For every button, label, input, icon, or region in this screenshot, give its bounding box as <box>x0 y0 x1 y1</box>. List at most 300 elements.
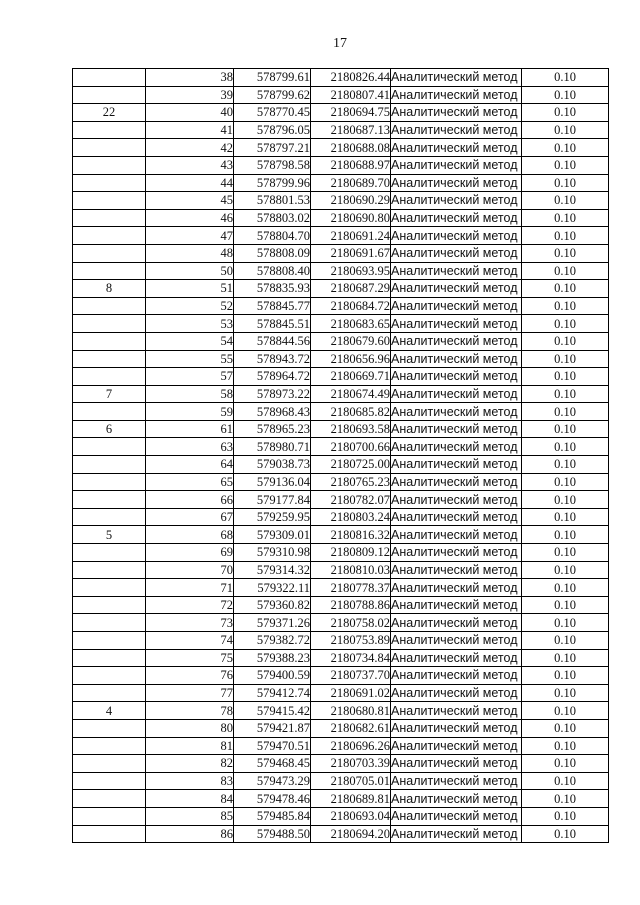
group-number-cell <box>73 807 146 825</box>
method-cell: Аналитический метод <box>391 632 522 650</box>
table-row <box>73 69 609 87</box>
accuracy-cell: 0.10 <box>522 772 609 790</box>
x-coordinate-cell: 579468.45 <box>234 755 311 773</box>
y-coordinate-cell: 2180685.82 <box>311 403 391 421</box>
table-row <box>73 209 609 227</box>
method-cell: Аналитический метод <box>391 825 522 843</box>
x-coordinate-cell: 578808.40 <box>234 262 311 280</box>
point-number-cell: 73 <box>146 614 234 632</box>
point-number-cell: 63 <box>146 438 234 456</box>
group-number-cell <box>73 544 146 562</box>
point-number-cell: 55 <box>146 350 234 368</box>
point-number-cell: 72 <box>146 596 234 614</box>
group-number-cell <box>73 719 146 737</box>
x-coordinate-cell: 578968.43 <box>234 403 311 421</box>
table-row <box>73 438 609 456</box>
group-number-cell <box>73 121 146 139</box>
method-cell: Аналитический метод <box>391 86 522 104</box>
point-number-cell: 38 <box>146 69 234 87</box>
point-number-cell: 78 <box>146 702 234 720</box>
method-cell: Аналитический метод <box>391 350 522 368</box>
y-coordinate-cell: 2180684.72 <box>311 297 391 315</box>
accuracy-cell: 0.10 <box>522 297 609 315</box>
method-cell: Аналитический метод <box>391 368 522 386</box>
method-cell: Аналитический метод <box>391 385 522 403</box>
method-cell: Аналитический метод <box>391 737 522 755</box>
table-row <box>73 156 609 174</box>
method-cell: Аналитический метод <box>391 702 522 720</box>
accuracy-cell: 0.10 <box>522 807 609 825</box>
group-number-cell: 8 <box>73 280 146 298</box>
table-row <box>73 632 609 650</box>
y-coordinate-cell: 2180826.44 <box>311 69 391 87</box>
table-row <box>73 790 609 808</box>
x-coordinate-cell: 579421.87 <box>234 719 311 737</box>
x-coordinate-cell: 579310.98 <box>234 544 311 562</box>
x-coordinate-cell: 579488.50 <box>234 825 311 843</box>
group-number-cell <box>73 632 146 650</box>
x-coordinate-cell: 579485.84 <box>234 807 311 825</box>
group-number-cell <box>73 790 146 808</box>
y-coordinate-cell: 2180725.00 <box>311 456 391 474</box>
point-number-cell: 41 <box>146 121 234 139</box>
point-number-cell: 51 <box>146 280 234 298</box>
accuracy-cell: 0.10 <box>522 403 609 421</box>
x-coordinate-cell: 578980.71 <box>234 438 311 456</box>
x-coordinate-cell: 578943.72 <box>234 350 311 368</box>
table-row <box>73 614 609 632</box>
group-number-cell <box>73 156 146 174</box>
group-number-cell <box>73 368 146 386</box>
x-coordinate-cell: 579371.26 <box>234 614 311 632</box>
table-row <box>73 508 609 526</box>
accuracy-cell: 0.10 <box>522 104 609 122</box>
x-coordinate-cell: 579360.82 <box>234 596 311 614</box>
x-coordinate-cell: 578845.51 <box>234 315 311 333</box>
accuracy-cell: 0.10 <box>522 614 609 632</box>
accuracy-cell: 0.10 <box>522 86 609 104</box>
point-number-cell: 67 <box>146 508 234 526</box>
y-coordinate-cell: 2180689.70 <box>311 174 391 192</box>
method-cell: Аналитический метод <box>391 244 522 262</box>
group-number-cell <box>73 227 146 245</box>
method-cell: Аналитический метод <box>391 438 522 456</box>
group-number-cell <box>73 69 146 87</box>
page-number: 17 <box>333 36 347 51</box>
point-number-cell: 54 <box>146 332 234 350</box>
accuracy-cell: 0.10 <box>522 667 609 685</box>
group-number-cell <box>73 755 146 773</box>
table-row <box>73 702 609 720</box>
x-coordinate-cell: 579400.59 <box>234 667 311 685</box>
accuracy-cell: 0.10 <box>522 579 609 597</box>
point-number-cell: 45 <box>146 192 234 210</box>
x-coordinate-cell: 578796.05 <box>234 121 311 139</box>
table-row <box>73 684 609 702</box>
accuracy-cell: 0.10 <box>522 174 609 192</box>
table-row <box>73 297 609 315</box>
x-coordinate-cell: 579473.29 <box>234 772 311 790</box>
table-row <box>73 104 609 122</box>
table-row <box>73 544 609 562</box>
x-coordinate-cell: 578964.72 <box>234 368 311 386</box>
table-row <box>73 139 609 157</box>
x-coordinate-cell: 578770.45 <box>234 104 311 122</box>
table-row <box>73 368 609 386</box>
group-number-cell <box>73 438 146 456</box>
y-coordinate-cell: 2180687.13 <box>311 121 391 139</box>
point-number-cell: 39 <box>146 86 234 104</box>
point-number-cell: 58 <box>146 385 234 403</box>
table-row <box>73 403 609 421</box>
x-coordinate-cell: 578844.56 <box>234 332 311 350</box>
point-number-cell: 85 <box>146 807 234 825</box>
accuracy-cell: 0.10 <box>522 737 609 755</box>
group-number-cell <box>73 174 146 192</box>
table-row <box>73 192 609 210</box>
point-number-cell: 40 <box>146 104 234 122</box>
method-cell: Аналитический метод <box>391 473 522 491</box>
method-cell: Аналитический метод <box>391 807 522 825</box>
accuracy-cell: 0.10 <box>522 719 609 737</box>
method-cell: Аналитический метод <box>391 772 522 790</box>
method-cell: Аналитический метод <box>391 121 522 139</box>
point-number-cell: 86 <box>146 825 234 843</box>
group-number-cell: 7 <box>73 385 146 403</box>
method-cell: Аналитический метод <box>391 684 522 702</box>
x-coordinate-cell: 578799.62 <box>234 86 311 104</box>
x-coordinate-cell: 578798.58 <box>234 156 311 174</box>
group-number-cell <box>73 579 146 597</box>
x-coordinate-cell: 579136.04 <box>234 473 311 491</box>
table-row <box>73 262 609 280</box>
accuracy-cell: 0.10 <box>522 192 609 210</box>
method-cell: Аналитический метод <box>391 579 522 597</box>
accuracy-cell: 0.10 <box>522 332 609 350</box>
point-number-cell: 50 <box>146 262 234 280</box>
table-row <box>73 227 609 245</box>
method-cell: Аналитический метод <box>391 561 522 579</box>
accuracy-cell: 0.10 <box>522 508 609 526</box>
y-coordinate-cell: 2180691.02 <box>311 684 391 702</box>
point-number-cell: 43 <box>146 156 234 174</box>
group-number-cell <box>73 596 146 614</box>
method-cell: Аналитический метод <box>391 420 522 438</box>
x-coordinate-cell: 578808.09 <box>234 244 311 262</box>
point-number-cell: 46 <box>146 209 234 227</box>
x-coordinate-cell: 578804.70 <box>234 227 311 245</box>
y-coordinate-cell: 2180690.29 <box>311 192 391 210</box>
point-number-cell: 74 <box>146 632 234 650</box>
group-number-cell: 5 <box>73 526 146 544</box>
method-cell: Аналитический метод <box>391 614 522 632</box>
method-cell: Аналитический метод <box>391 192 522 210</box>
point-number-cell: 77 <box>146 684 234 702</box>
x-coordinate-cell: 578965.23 <box>234 420 311 438</box>
x-coordinate-cell: 578799.96 <box>234 174 311 192</box>
y-coordinate-cell: 2180683.65 <box>311 315 391 333</box>
accuracy-cell: 0.10 <box>522 69 609 87</box>
y-coordinate-cell: 2180693.95 <box>311 262 391 280</box>
group-number-cell <box>73 192 146 210</box>
x-coordinate-cell: 578797.21 <box>234 139 311 157</box>
method-cell: Аналитический метод <box>391 332 522 350</box>
accuracy-cell: 0.10 <box>522 790 609 808</box>
y-coordinate-cell: 2180656.96 <box>311 350 391 368</box>
y-coordinate-cell: 2180734.84 <box>311 649 391 667</box>
x-coordinate-cell: 579309.01 <box>234 526 311 544</box>
y-coordinate-cell: 2180737.70 <box>311 667 391 685</box>
method-cell: Аналитический метод <box>391 69 522 87</box>
y-coordinate-cell: 2180679.60 <box>311 332 391 350</box>
y-coordinate-cell: 2180694.20 <box>311 825 391 843</box>
accuracy-cell: 0.10 <box>522 420 609 438</box>
method-cell: Аналитический метод <box>391 104 522 122</box>
accuracy-cell: 0.10 <box>522 561 609 579</box>
table-row <box>73 121 609 139</box>
accuracy-cell: 0.10 <box>522 473 609 491</box>
method-cell: Аналитический метод <box>391 139 522 157</box>
y-coordinate-cell: 2180703.39 <box>311 755 391 773</box>
table-row <box>73 174 609 192</box>
point-number-cell: 64 <box>146 456 234 474</box>
x-coordinate-cell: 579470.51 <box>234 737 311 755</box>
point-number-cell: 59 <box>146 403 234 421</box>
table-row <box>73 456 609 474</box>
group-number-cell <box>73 86 146 104</box>
point-number-cell: 71 <box>146 579 234 597</box>
table-row <box>73 755 609 773</box>
x-coordinate-cell: 579388.23 <box>234 649 311 667</box>
y-coordinate-cell: 2180700.66 <box>311 438 391 456</box>
y-coordinate-cell: 2180810.03 <box>311 561 391 579</box>
accuracy-cell: 0.10 <box>522 632 609 650</box>
y-coordinate-cell: 2180689.81 <box>311 790 391 808</box>
point-number-cell: 70 <box>146 561 234 579</box>
y-coordinate-cell: 2180809.12 <box>311 544 391 562</box>
coordinates-table-body <box>73 69 609 843</box>
method-cell: Аналитический метод <box>391 156 522 174</box>
point-number-cell: 52 <box>146 297 234 315</box>
y-coordinate-cell: 2180693.58 <box>311 420 391 438</box>
table-row <box>73 737 609 755</box>
y-coordinate-cell: 2180694.75 <box>311 104 391 122</box>
x-coordinate-cell: 579478.46 <box>234 790 311 808</box>
group-number-cell <box>73 684 146 702</box>
point-number-cell: 48 <box>146 244 234 262</box>
group-number-cell <box>73 508 146 526</box>
accuracy-cell: 0.10 <box>522 491 609 509</box>
x-coordinate-cell: 578835.93 <box>234 280 311 298</box>
y-coordinate-cell: 2180696.26 <box>311 737 391 755</box>
method-cell: Аналитический метод <box>391 755 522 773</box>
accuracy-cell: 0.10 <box>522 350 609 368</box>
point-number-cell: 76 <box>146 667 234 685</box>
accuracy-cell: 0.10 <box>522 139 609 157</box>
y-coordinate-cell: 2180669.71 <box>311 368 391 386</box>
group-number-cell: 22 <box>73 104 146 122</box>
x-coordinate-cell: 579412.74 <box>234 684 311 702</box>
point-number-cell: 80 <box>146 719 234 737</box>
point-number-cell: 82 <box>146 755 234 773</box>
group-number-cell <box>73 667 146 685</box>
table-row <box>73 244 609 262</box>
accuracy-cell: 0.10 <box>522 121 609 139</box>
y-coordinate-cell: 2180807.41 <box>311 86 391 104</box>
table-row <box>73 561 609 579</box>
table-row <box>73 420 609 438</box>
table-row <box>73 667 609 685</box>
y-coordinate-cell: 2180674.49 <box>311 385 391 403</box>
group-number-cell <box>73 332 146 350</box>
table-row <box>73 280 609 298</box>
accuracy-cell: 0.10 <box>522 368 609 386</box>
x-coordinate-cell: 579382.72 <box>234 632 311 650</box>
group-number-cell <box>73 825 146 843</box>
group-number-cell <box>73 473 146 491</box>
method-cell: Аналитический метод <box>391 227 522 245</box>
x-coordinate-cell: 579177.84 <box>234 491 311 509</box>
y-coordinate-cell: 2180687.29 <box>311 280 391 298</box>
y-coordinate-cell: 2180782.07 <box>311 491 391 509</box>
table-row <box>73 579 609 597</box>
point-number-cell: 69 <box>146 544 234 562</box>
table-row <box>73 772 609 790</box>
method-cell: Аналитический метод <box>391 403 522 421</box>
group-number-cell <box>73 614 146 632</box>
y-coordinate-cell: 2180693.04 <box>311 807 391 825</box>
group-number-cell <box>73 403 146 421</box>
accuracy-cell: 0.10 <box>522 702 609 720</box>
point-number-cell: 42 <box>146 139 234 157</box>
group-number-cell <box>73 209 146 227</box>
y-coordinate-cell: 2180690.80 <box>311 209 391 227</box>
x-coordinate-cell: 578845.77 <box>234 297 311 315</box>
point-number-cell: 83 <box>146 772 234 790</box>
table-row <box>73 719 609 737</box>
method-cell: Аналитический метод <box>391 174 522 192</box>
table-row <box>73 332 609 350</box>
point-number-cell: 68 <box>146 526 234 544</box>
y-coordinate-cell: 2180803.24 <box>311 508 391 526</box>
method-cell: Аналитический метод <box>391 297 522 315</box>
method-cell: Аналитический метод <box>391 719 522 737</box>
y-coordinate-cell: 2180680.81 <box>311 702 391 720</box>
point-number-cell: 81 <box>146 737 234 755</box>
method-cell: Аналитический метод <box>391 491 522 509</box>
group-number-cell <box>73 737 146 755</box>
x-coordinate-cell: 578801.53 <box>234 192 311 210</box>
table-row <box>73 649 609 667</box>
table-row <box>73 315 609 333</box>
method-cell: Аналитический метод <box>391 596 522 614</box>
group-number-cell <box>73 139 146 157</box>
accuracy-cell: 0.10 <box>522 244 609 262</box>
table-row <box>73 825 609 843</box>
y-coordinate-cell: 2180705.01 <box>311 772 391 790</box>
group-number-cell <box>73 561 146 579</box>
accuracy-cell: 0.10 <box>522 825 609 843</box>
point-number-cell: 65 <box>146 473 234 491</box>
accuracy-cell: 0.10 <box>522 438 609 456</box>
accuracy-cell: 0.10 <box>522 227 609 245</box>
method-cell: Аналитический метод <box>391 280 522 298</box>
group-number-cell <box>73 649 146 667</box>
table-row <box>73 350 609 368</box>
point-number-cell: 47 <box>146 227 234 245</box>
table-row <box>73 491 609 509</box>
table-row <box>73 86 609 104</box>
y-coordinate-cell: 2180691.24 <box>311 227 391 245</box>
method-cell: Аналитический метод <box>391 262 522 280</box>
method-cell: Аналитический метод <box>391 209 522 227</box>
point-number-cell: 66 <box>146 491 234 509</box>
y-coordinate-cell: 2180765.23 <box>311 473 391 491</box>
table-row <box>73 596 609 614</box>
y-coordinate-cell: 2180778.37 <box>311 579 391 597</box>
group-number-cell <box>73 456 146 474</box>
group-number-cell <box>73 350 146 368</box>
y-coordinate-cell: 2180682.61 <box>311 719 391 737</box>
x-coordinate-cell: 578973.22 <box>234 385 311 403</box>
x-coordinate-cell: 579415.42 <box>234 702 311 720</box>
x-coordinate-cell: 579038.73 <box>234 456 311 474</box>
accuracy-cell: 0.10 <box>522 315 609 333</box>
table-row <box>73 526 609 544</box>
method-cell: Аналитический метод <box>391 456 522 474</box>
accuracy-cell: 0.10 <box>522 385 609 403</box>
accuracy-cell: 0.10 <box>522 156 609 174</box>
x-coordinate-cell: 579314.32 <box>234 561 311 579</box>
table-row <box>73 385 609 403</box>
group-number-cell <box>73 315 146 333</box>
group-number-cell <box>73 491 146 509</box>
table-row <box>73 473 609 491</box>
group-number-cell <box>73 262 146 280</box>
accuracy-cell: 0.10 <box>522 596 609 614</box>
x-coordinate-cell: 579259.95 <box>234 508 311 526</box>
y-coordinate-cell: 2180691.67 <box>311 244 391 262</box>
method-cell: Аналитический метод <box>391 508 522 526</box>
x-coordinate-cell: 578799.61 <box>234 69 311 87</box>
method-cell: Аналитический метод <box>391 649 522 667</box>
method-cell: Аналитический метод <box>391 526 522 544</box>
point-number-cell: 53 <box>146 315 234 333</box>
coordinates-table <box>72 68 609 843</box>
group-number-cell <box>73 244 146 262</box>
method-cell: Аналитический метод <box>391 315 522 333</box>
point-number-cell: 61 <box>146 420 234 438</box>
y-coordinate-cell: 2180688.97 <box>311 156 391 174</box>
x-coordinate-cell: 578803.02 <box>234 209 311 227</box>
accuracy-cell: 0.10 <box>522 526 609 544</box>
group-number-cell: 6 <box>73 420 146 438</box>
accuracy-cell: 0.10 <box>522 262 609 280</box>
y-coordinate-cell: 2180788.86 <box>311 596 391 614</box>
accuracy-cell: 0.10 <box>522 456 609 474</box>
accuracy-cell: 0.10 <box>522 649 609 667</box>
point-number-cell: 75 <box>146 649 234 667</box>
group-number-cell <box>73 297 146 315</box>
point-number-cell: 44 <box>146 174 234 192</box>
x-coordinate-cell: 579322.11 <box>234 579 311 597</box>
point-number-cell: 57 <box>146 368 234 386</box>
group-number-cell: 4 <box>73 702 146 720</box>
accuracy-cell: 0.10 <box>522 755 609 773</box>
accuracy-cell: 0.10 <box>522 544 609 562</box>
accuracy-cell: 0.10 <box>522 209 609 227</box>
accuracy-cell: 0.10 <box>522 684 609 702</box>
